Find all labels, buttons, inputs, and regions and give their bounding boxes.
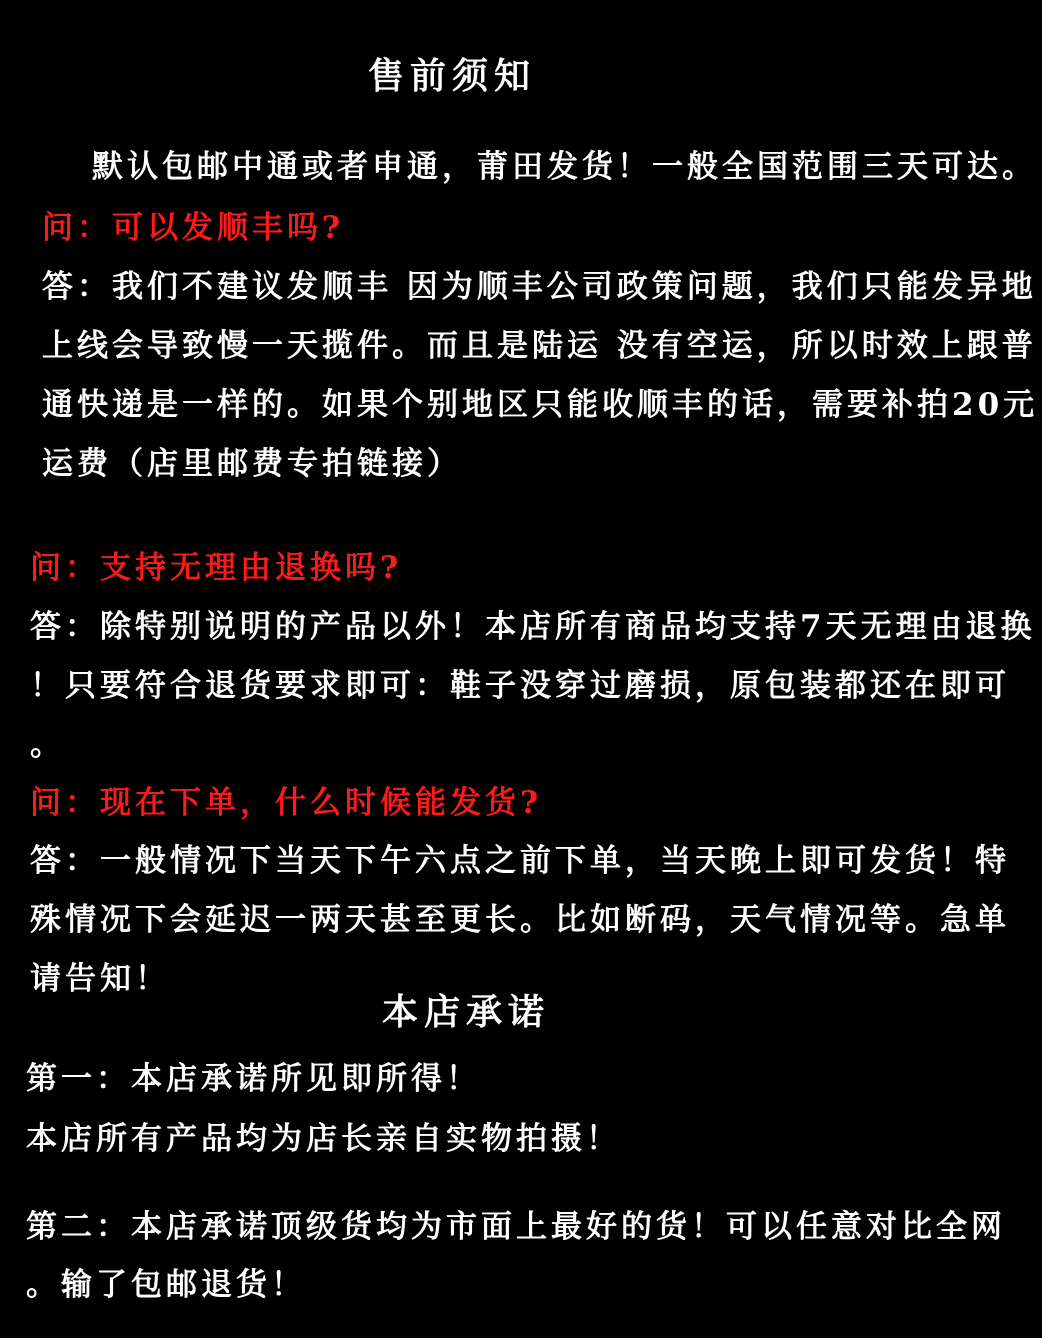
faq-answer-line: 答：除特别说明的产品以外！本店所有商品均支持7天无理由退换 <box>30 609 1036 645</box>
faq-question: 问：支持无理由退换吗? <box>30 550 403 586</box>
faq-answer-line: 请告知！ <box>30 961 170 997</box>
notice-intro: 默认包邮中通或者申通，莆田发货！一般全国范围三天可达。 <box>92 149 1037 185</box>
faq-answer-line: 。 <box>30 727 65 763</box>
faq-question: 问：可以发顺丰吗? <box>42 210 345 246</box>
notice-title: 售前须知 <box>368 55 537 97</box>
promise-line: 第二：本店承诺顶级货均为市面上最好的货！可以任意对比全网 <box>26 1209 1006 1245</box>
faq-answer-line: 上线会导致慢一天揽件。而且是陆运 没有空运，所以时效上跟普 <box>42 328 1037 364</box>
faq-answer-line: 殊情况下会延迟一两天甚至更长。比如断码，天气情况等。急单 <box>30 902 1010 938</box>
promise-line: 本店所有产品均为店长亲自实物拍摄！ <box>26 1121 621 1157</box>
faq-answer-line: ！只要符合退货要求即可：鞋子没穿过磨损，原包装都还在即可 <box>30 668 1010 704</box>
faq-answer-line: 答：一般情况下当天下午六点之前下单，当天晚上即可发货！特 <box>30 843 1010 879</box>
promise-title: 本店承诺 <box>382 991 551 1033</box>
faq-answer-line: 运费（店里邮费专拍链接） <box>42 446 462 482</box>
promise-line: 第一：本店承诺所见即所得！ <box>26 1061 481 1097</box>
faq-answer-line: 通快递是一样的。如果个别地区只能收顺丰的话，需要补拍20元 <box>42 387 1039 423</box>
faq-answer <box>30 598 1036 775</box>
promise-line: 。输了包邮退货！ <box>26 1267 306 1303</box>
faq-answer-line: 答：我们不建议发顺丰 因为顺丰公司政策问题，我们只能发异地 <box>42 269 1037 305</box>
faq-answer <box>30 832 1010 1009</box>
faq-answer <box>42 258 1038 494</box>
faq-question: 问：现在下单，什么时候能发货? <box>30 785 543 821</box>
